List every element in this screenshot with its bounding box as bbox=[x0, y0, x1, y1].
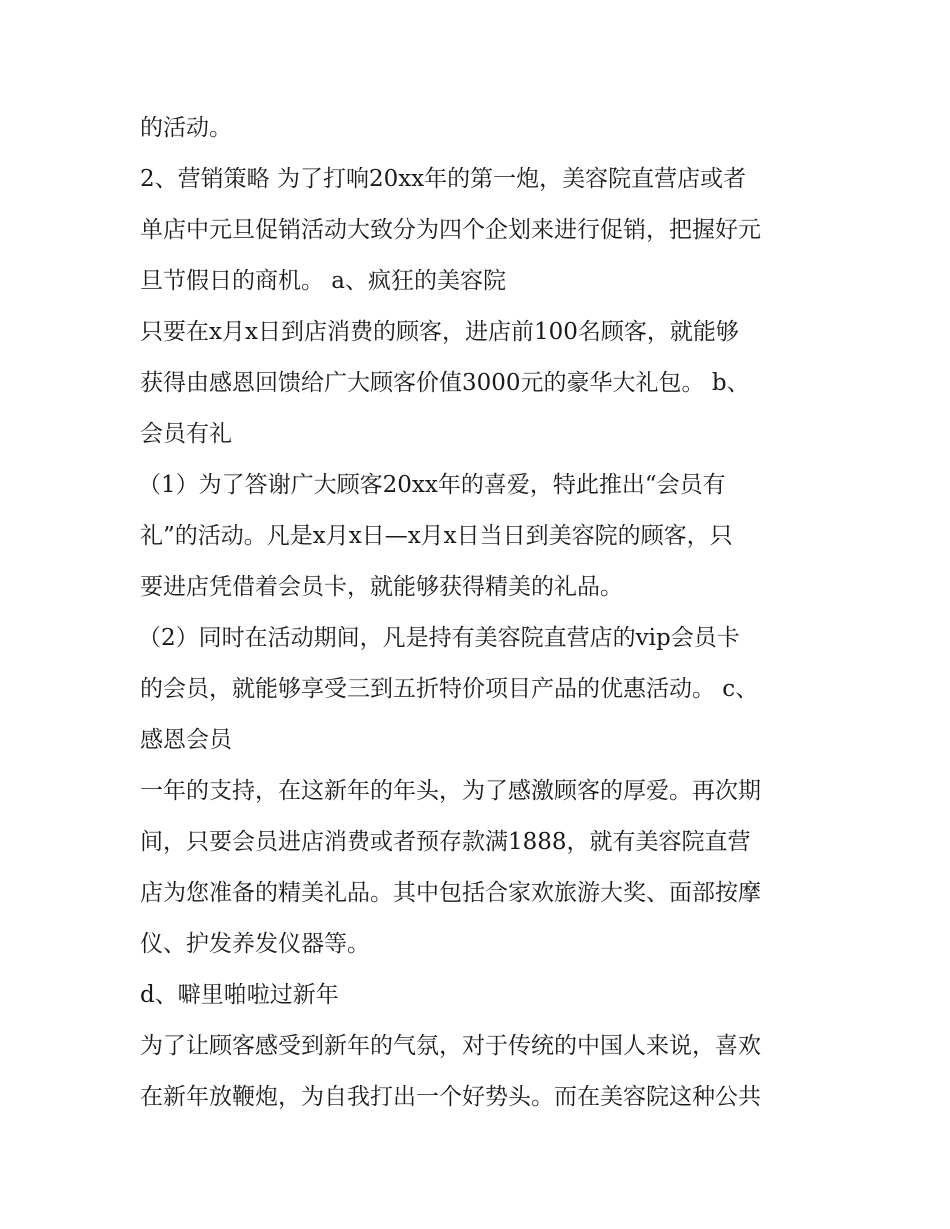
text-line: 店为您准备的精美礼品。其中包括合家欢旅游大奖、面部按摩 bbox=[140, 880, 761, 906]
text-line: 间，只要会员进店消费或者预存款满1888，就有美容院直营 bbox=[140, 829, 751, 855]
text-line: 仪、护发养发仪器等。 bbox=[140, 931, 370, 957]
text-line: 单店中元旦促销活动大致分为四个企划来进行促销，把握好元 bbox=[140, 217, 761, 243]
text-line: 会员有礼 bbox=[140, 421, 232, 447]
text-line: （1）为了答谢广大顾客20xx年的喜爱，特此推出“会员有 bbox=[138, 472, 726, 498]
text-line: 一年的支持，在这新年的年头，为了感激顾客的厚爱。再次期 bbox=[140, 778, 761, 804]
text-line: 礼”的活动。凡是x月x日—x月x日当日到美容院的顾客，只 bbox=[140, 523, 733, 549]
text-line: 的会员，就能够享受三到五折特价项目产品的优惠活动。 c、 bbox=[140, 676, 759, 702]
text-line: （2）同时在活动期间，凡是持有美容院直营店的vip会员卡 bbox=[138, 625, 740, 651]
text-line: 要进店凭借着会员卡，就能够获得精美的礼品。 bbox=[140, 574, 623, 600]
text-line: 只要在x月x日到店消费的顾客，进店前100名顾客，就能够 bbox=[140, 319, 739, 345]
text-line: d、噼里啪啦过新年 bbox=[140, 982, 339, 1008]
text-line: 2、营销策略 为了打响20xx年的第一炮，美容院直营店或者 bbox=[140, 166, 747, 192]
text-line: 感恩会员 bbox=[140, 727, 232, 753]
text-line: 为了让顾客感受到新年的气氛，对于传统的中国人来说，喜欢 bbox=[140, 1033, 761, 1059]
text-line: 旦节假日的商机。 a、疯狂的美容院 bbox=[140, 268, 507, 294]
text-line: 在新年放鞭炮，为自我打出一个好势头。而在美容院这种公共 bbox=[140, 1084, 761, 1110]
text-line: 的活动。 bbox=[140, 115, 232, 141]
text-line: 获得由感恩回馈给广大顾客价值3000元的豪华大礼包。 b、 bbox=[140, 370, 750, 396]
